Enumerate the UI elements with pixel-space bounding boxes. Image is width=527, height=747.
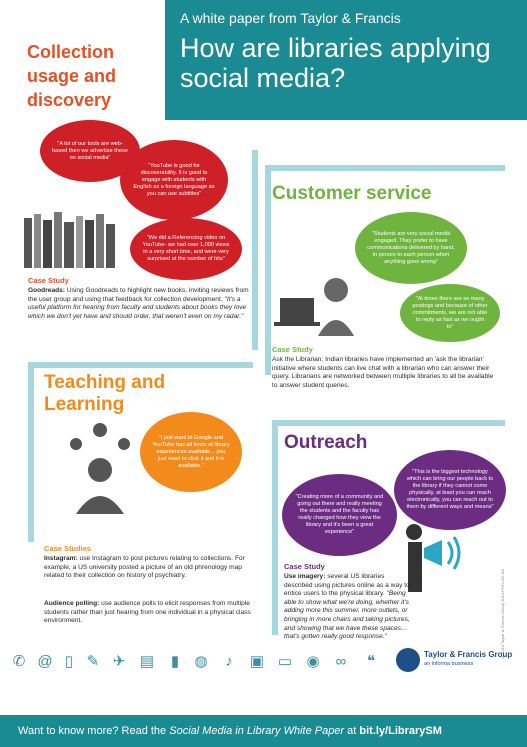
case-study-label: Case Study [28,276,69,285]
copyright-note: © 2014 Taylor & Francis Group 2014-PRO-MC-AD [500,568,505,660]
outreach-case-label: Case Study [284,562,325,571]
footer-middle: at [344,725,360,737]
tv-icon: ▭ [277,653,293,670]
customer-title: Customer service [272,183,432,204]
bird-icon: ✈ [112,653,126,670]
document-icon: ✎ [86,653,100,670]
brand-name: Taylor & Francis Group [424,650,513,659]
teaching-case-label: Case Studies [44,544,92,553]
quote-bubble-2: "YouTube is good for discoverability. It is good to engage with students with English as a foreign language as you can use subtitles" [120,140,228,220]
page-title: How are libraries applying social media? [180,33,491,93]
quote-bubble-1: "A lot of our tools are web-based then we advertise these on social media" [40,120,140,182]
books-icon [24,210,124,270]
smartphone-icon: ▮ [170,653,180,670]
collection-title: Collection usage and discovery [27,42,117,110]
globe-icon: ◍ [194,653,208,670]
broadcast-icon: ◉ [306,653,320,670]
brand-tagline: an informa business [424,661,474,667]
quote-bubble-5: "At times there are so many postings and because of other commitments, we are not able to reply as fast as we ought to" [400,284,500,342]
quote-bubble-6: "I just want to Google and YouTube has all kinds of library experiences available... you just need to click it and it is available." [140,412,242,492]
news-icon: ▤ [139,653,155,670]
quote-bubble-7: "This is the biggest technology which can bring our people back to the library if they cannot come physically, at least you can reach electronically, you can reach out to them by different ways and means" [394,450,506,530]
collection-case-text: Goodreads: Using Goodreads to highlight new books, inviting reviews from the user group and using that feedback for collection development. "It's a useful platform for hearing from faculty and students about books they love which we don't yet have and should order, that weren't even on my radar." [28,287,249,320]
tf-logo-icon [396,648,420,672]
outreach-title: Outreach [284,432,368,453]
at-icon: @ [37,652,53,670]
id-card-icon: ▣ [249,653,265,670]
teaching-title: Teaching and Learning [44,372,166,415]
students-icon [62,422,142,522]
customer-case-text: Ask the Librarian: Indian libraries have implemented an 'ask the librarian' initiative where students can live chat with a librarian who can answer their query. Librarians are networked between multiple libraries to all be available to answer student queries. [272,356,494,389]
phone-icon: ✆ [12,653,26,670]
teaching-case1-text: Instagram: use Instagram to post pictures relating to collections. For example, a US university posted a picture of an old phrenology map related to their collection on history of psychiatry. [44,555,245,580]
customer-case-label: Case Study [272,345,313,354]
footer-link[interactable]: bit.ly/LibrarySM [359,725,442,737]
header-subtitle: A white paper from Taylor & Francis [180,10,401,26]
mobile-icon: ▯ [64,653,74,670]
quote-bubble-8: "Creating more of a community and going out there and really meeting the students and the faculty has really changed how they view the library and it's been a great experience" [282,474,397,556]
binoculars-icon: ∞ [335,652,347,670]
footer-paper-title: Social Media in Library White Paper [169,725,345,737]
footer-prefix: Want to know more? Read the [18,725,170,737]
outreach-case-text: Use imagery: several US libraries described using pictures online as a way to entice users to the physical library. "Being able to show what we're doing, whether it's adding more this summer, more outlets, or bringing in more chairs and taking pictures, and showing that we have these spaces… that's gotten really good response." [284,573,410,641]
helpdesk-person-icon [270,270,360,340]
footer-banner [0,715,527,747]
chat-icon: ❝ [366,653,376,670]
quote-bubble-3: "We did a Referencing video on YouTube- we had over 1,000 views in a very short time, and were very surprised at the number of hits" [130,218,242,280]
quote-bubble-4: "Students are very social media engaged. They prefer to have communications delivered by hand, in person to each person when anything goes wrong" [355,212,467,284]
microphone-icon: ♪ [225,652,233,670]
teaching-case2-text: Audience polling: use audience polls to elicit responses from multiple students rather than just hearing from one individual in a physical class environment. [44,600,251,625]
